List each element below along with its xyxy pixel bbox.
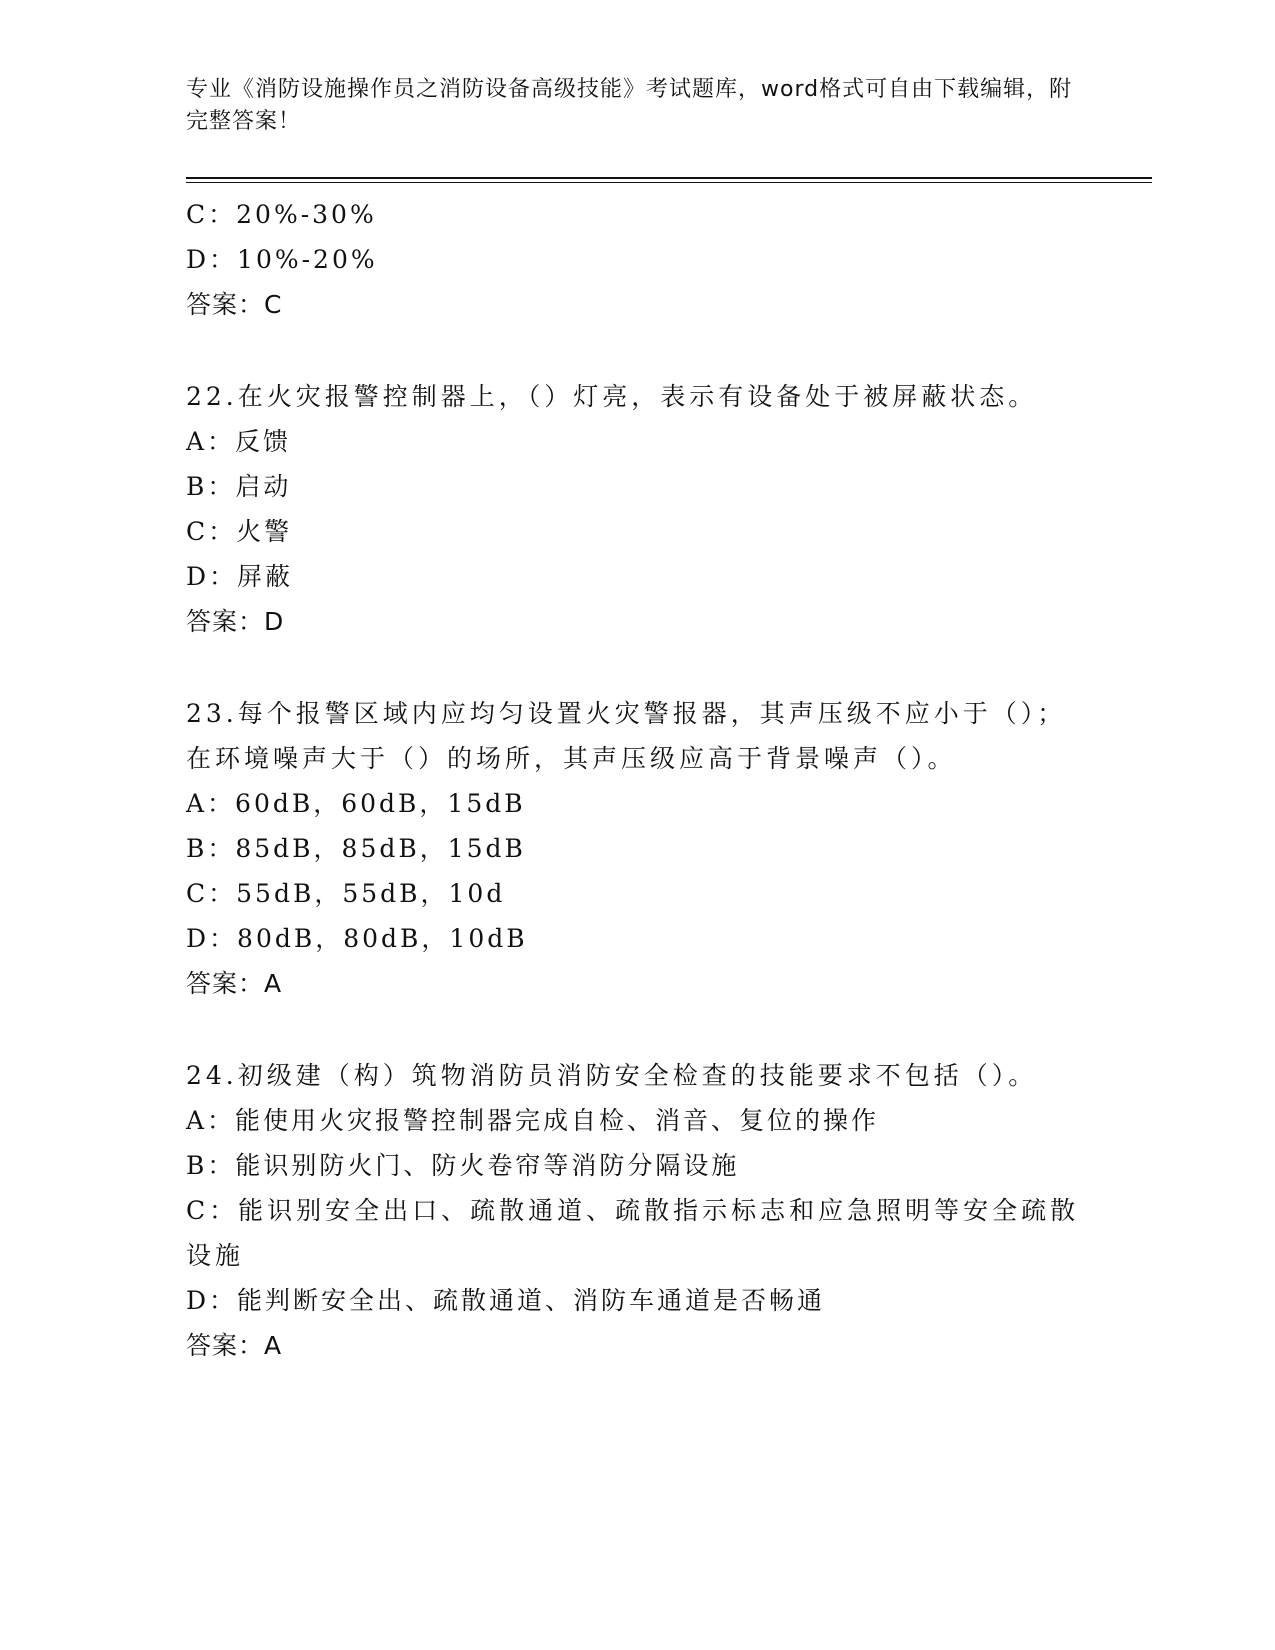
option-c: C：20%-30% [186, 200, 377, 229]
option-b: B：启动 [186, 472, 292, 501]
header-rule-thick [186, 177, 1152, 179]
option-d: D：10%-20% [186, 245, 378, 274]
question-stem: 22.在火灾报警控制器上，（）灯亮，表示有设备处于被屏蔽状态。 [186, 382, 1038, 411]
option-b: B：能识别防火门、防火卷帘等消防分隔设施 [186, 1151, 740, 1180]
option-c: C：55dB，55dB，10d [186, 879, 506, 908]
continued-question [186, 192, 1086, 327]
option-d: D：80dB，80dB，10dB [186, 924, 528, 953]
question-23 [186, 691, 1086, 1006]
answer-line: 答案：A [186, 1331, 283, 1360]
option-a: A：60dB，60dB，15dB [186, 789, 526, 818]
question-stem: 24.初级建（构）筑物消防员消防安全检查的技能要求不包括（）。 [186, 1061, 1038, 1090]
option-b: B：85dB，85dB，15dB [186, 834, 526, 863]
question-content [186, 192, 1086, 1368]
question-24 [186, 1053, 1086, 1368]
option-a: A：能使用火灾报警控制器完成自检、消音、复位的操作 [186, 1106, 880, 1135]
option-c: C：能识别安全出口、疏散通道、疏散指示标志和应急照明等安全疏散设施 [186, 1196, 1080, 1270]
option-c: C：火警 [186, 517, 293, 546]
header-rule-thin [186, 182, 1152, 183]
option-d: D：能判断安全出、疏散通道、消防车通道是否畅通 [186, 1286, 826, 1315]
answer-line: 答案：A [186, 969, 283, 998]
option-d: D：屏蔽 [186, 562, 294, 591]
option-a: A：反馈 [186, 427, 292, 456]
document-header: 专业《消防设施操作员之消防设备高级技能》考试题库，word格式可自由下载编辑，附完整答案！ [186, 77, 1073, 134]
question-stem: 23.每个报警区域内应均匀设置火灾警报器，其声压级不应小于（）；在环境噪声大于（）的场所，其声压级应高于背景噪声（）。 [186, 699, 1067, 773]
question-22 [186, 374, 1086, 644]
answer-line: 答案：C [186, 290, 283, 319]
answer-line: 答案：D [186, 607, 285, 636]
